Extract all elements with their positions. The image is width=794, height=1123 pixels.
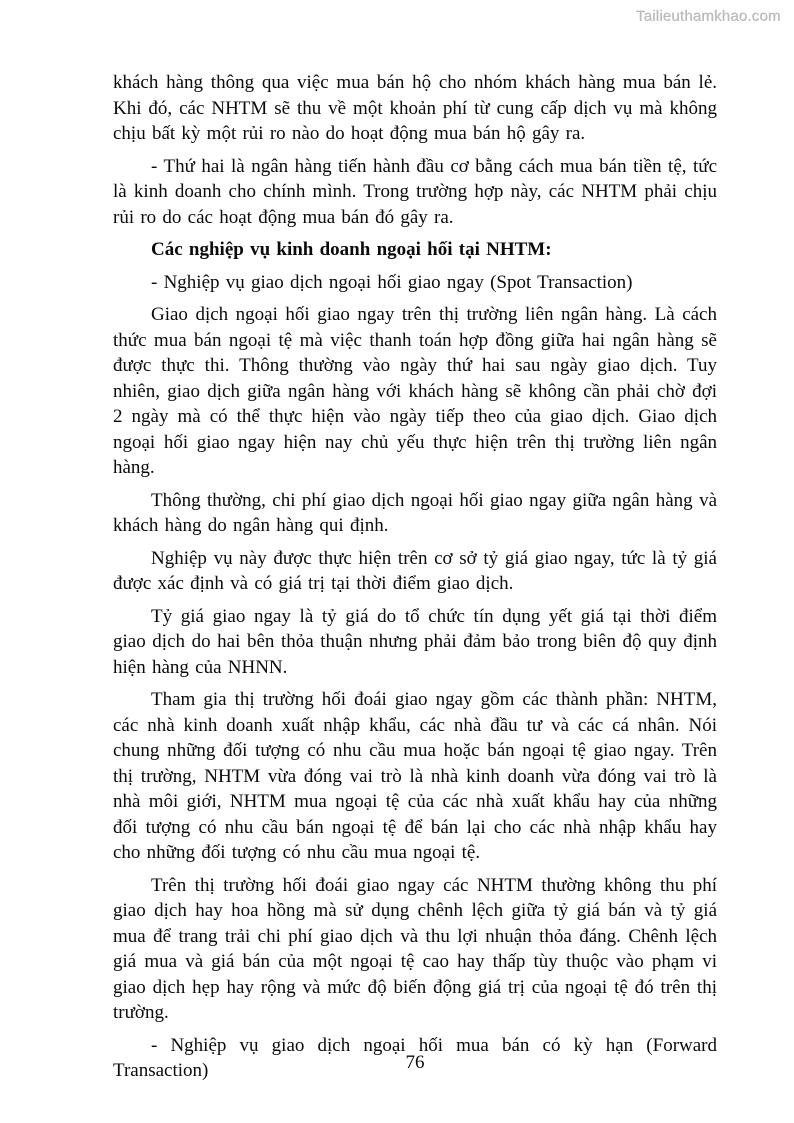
document-body [113,70,717,1091]
paragraph: - Thứ hai là ngân hàng tiến hành đầu cơ bằng cách mua bán tiền tệ, tức là kinh doanh cho chính mình. Trong trường hợp này, các NHTM phải chịu rủi ro do các hoạt động mua bán đó gây ra. [113,155,717,228]
paragraph: Tham gia thị trường hối đoái giao ngay gồm các thành phần: NHTM, các nhà kinh doanh xuất nhập khẩu, các nhà đầu tư và các cá nhân. Nói chung những đối tượng có nhu cầu mua hoặc bán ngoại tệ giao ngay. Trên thị trường, NHTM vừa đóng vai trò là nhà kinh doanh vừa đóng vai trò là nhà môi giới, NHTM mua ngoại tệ của các nhà xuất khẩu hay của những đối tượng có nhu cầu bán ngoại tệ để bán lại cho các nhà nhập khẩu hay cho những đối tượng có nhu cầu mua ngoại tệ. [113,689,717,863]
paragraph: Thông thường, chi phí giao dịch ngoại hối giao ngay giữa ngân hàng và khách hàng do ngân hàng qui định. [113,489,717,536]
page-number: 76 [405,1052,425,1073]
paragraph: Trên thị trường hối đoái giao ngay các NHTM thường không thu phí giao dịch hay hoa hồng mà sử dụng chênh lệch giữa tỷ giá bán và tỷ giá mua để trang trải chi phí giao dịch và thu lợi nhuận thỏa đáng. Chênh lệch giá mua và giá bán của một ngoại tệ cao hay thấp tùy thuộc vào phạm vi giao dịch hẹp hay rộng và mức độ biến động giá trị của ngoại tệ đó trên thị trường. [113,874,717,1023]
paragraph: Nghiệp vụ này được thực hiện trên cơ sở tỷ giá giao ngay, tức là tỷ giá được xác định và có giá trị tại thời điểm giao dịch. [113,547,717,594]
watermark-site-label: Tailieuthamkhao.com [636,8,781,25]
section-heading: Các nghiệp vụ kinh doanh ngoại hối tại NHTM: [151,239,552,260]
list-item-forward-transaction: - Nghiệp vụ giao dịch ngoại hối mua bán có kỳ hạn (Forward Transaction) [113,1034,717,1081]
paragraph: Tỷ giá giao ngay là tỷ giá do tổ chức tín dụng yết giá tại thời điểm giao dịch do hai bên thỏa thuận nhưng phải đảm bảo trong biên độ quy định hiện hàng của NHNN. [113,605,717,678]
paragraph-continuation: khách hàng thông qua việc mua bán hộ cho nhóm khách hàng mua bán lẻ. Khi đó, các NHTM sẽ thu về một khoản phí từ cung cấp dịch vụ mà không chịu bất kỳ một rủi ro nào do hoạt động mua bán hộ gây ra. [113,72,717,144]
list-item-spot-transaction: - Nghiệp vụ giao dịch ngoại hối giao ngay (Spot Transaction) [151,271,633,293]
paragraph: Giao dịch ngoại hối giao ngay trên thị trường liên ngân hàng. Là cách thức mua bán ngoại tệ mà việc thanh toán hợp đồng giữa hai ngân hàng sẽ được thực thi. Thông thường vào ngày thứ hai sau ngày giao dịch. Tuy nhiên, giao dịch giữa ngân hàng với khách hàng sẽ không cần phải chờ đợi 2 ngày mà có thể thực hiện vào ngày tiếp theo của giao dịch. Giao dịch ngoại hối giao ngay hiện nay chủ yếu thực hiện trên thị trường liên ngân hàng. [113,304,717,478]
